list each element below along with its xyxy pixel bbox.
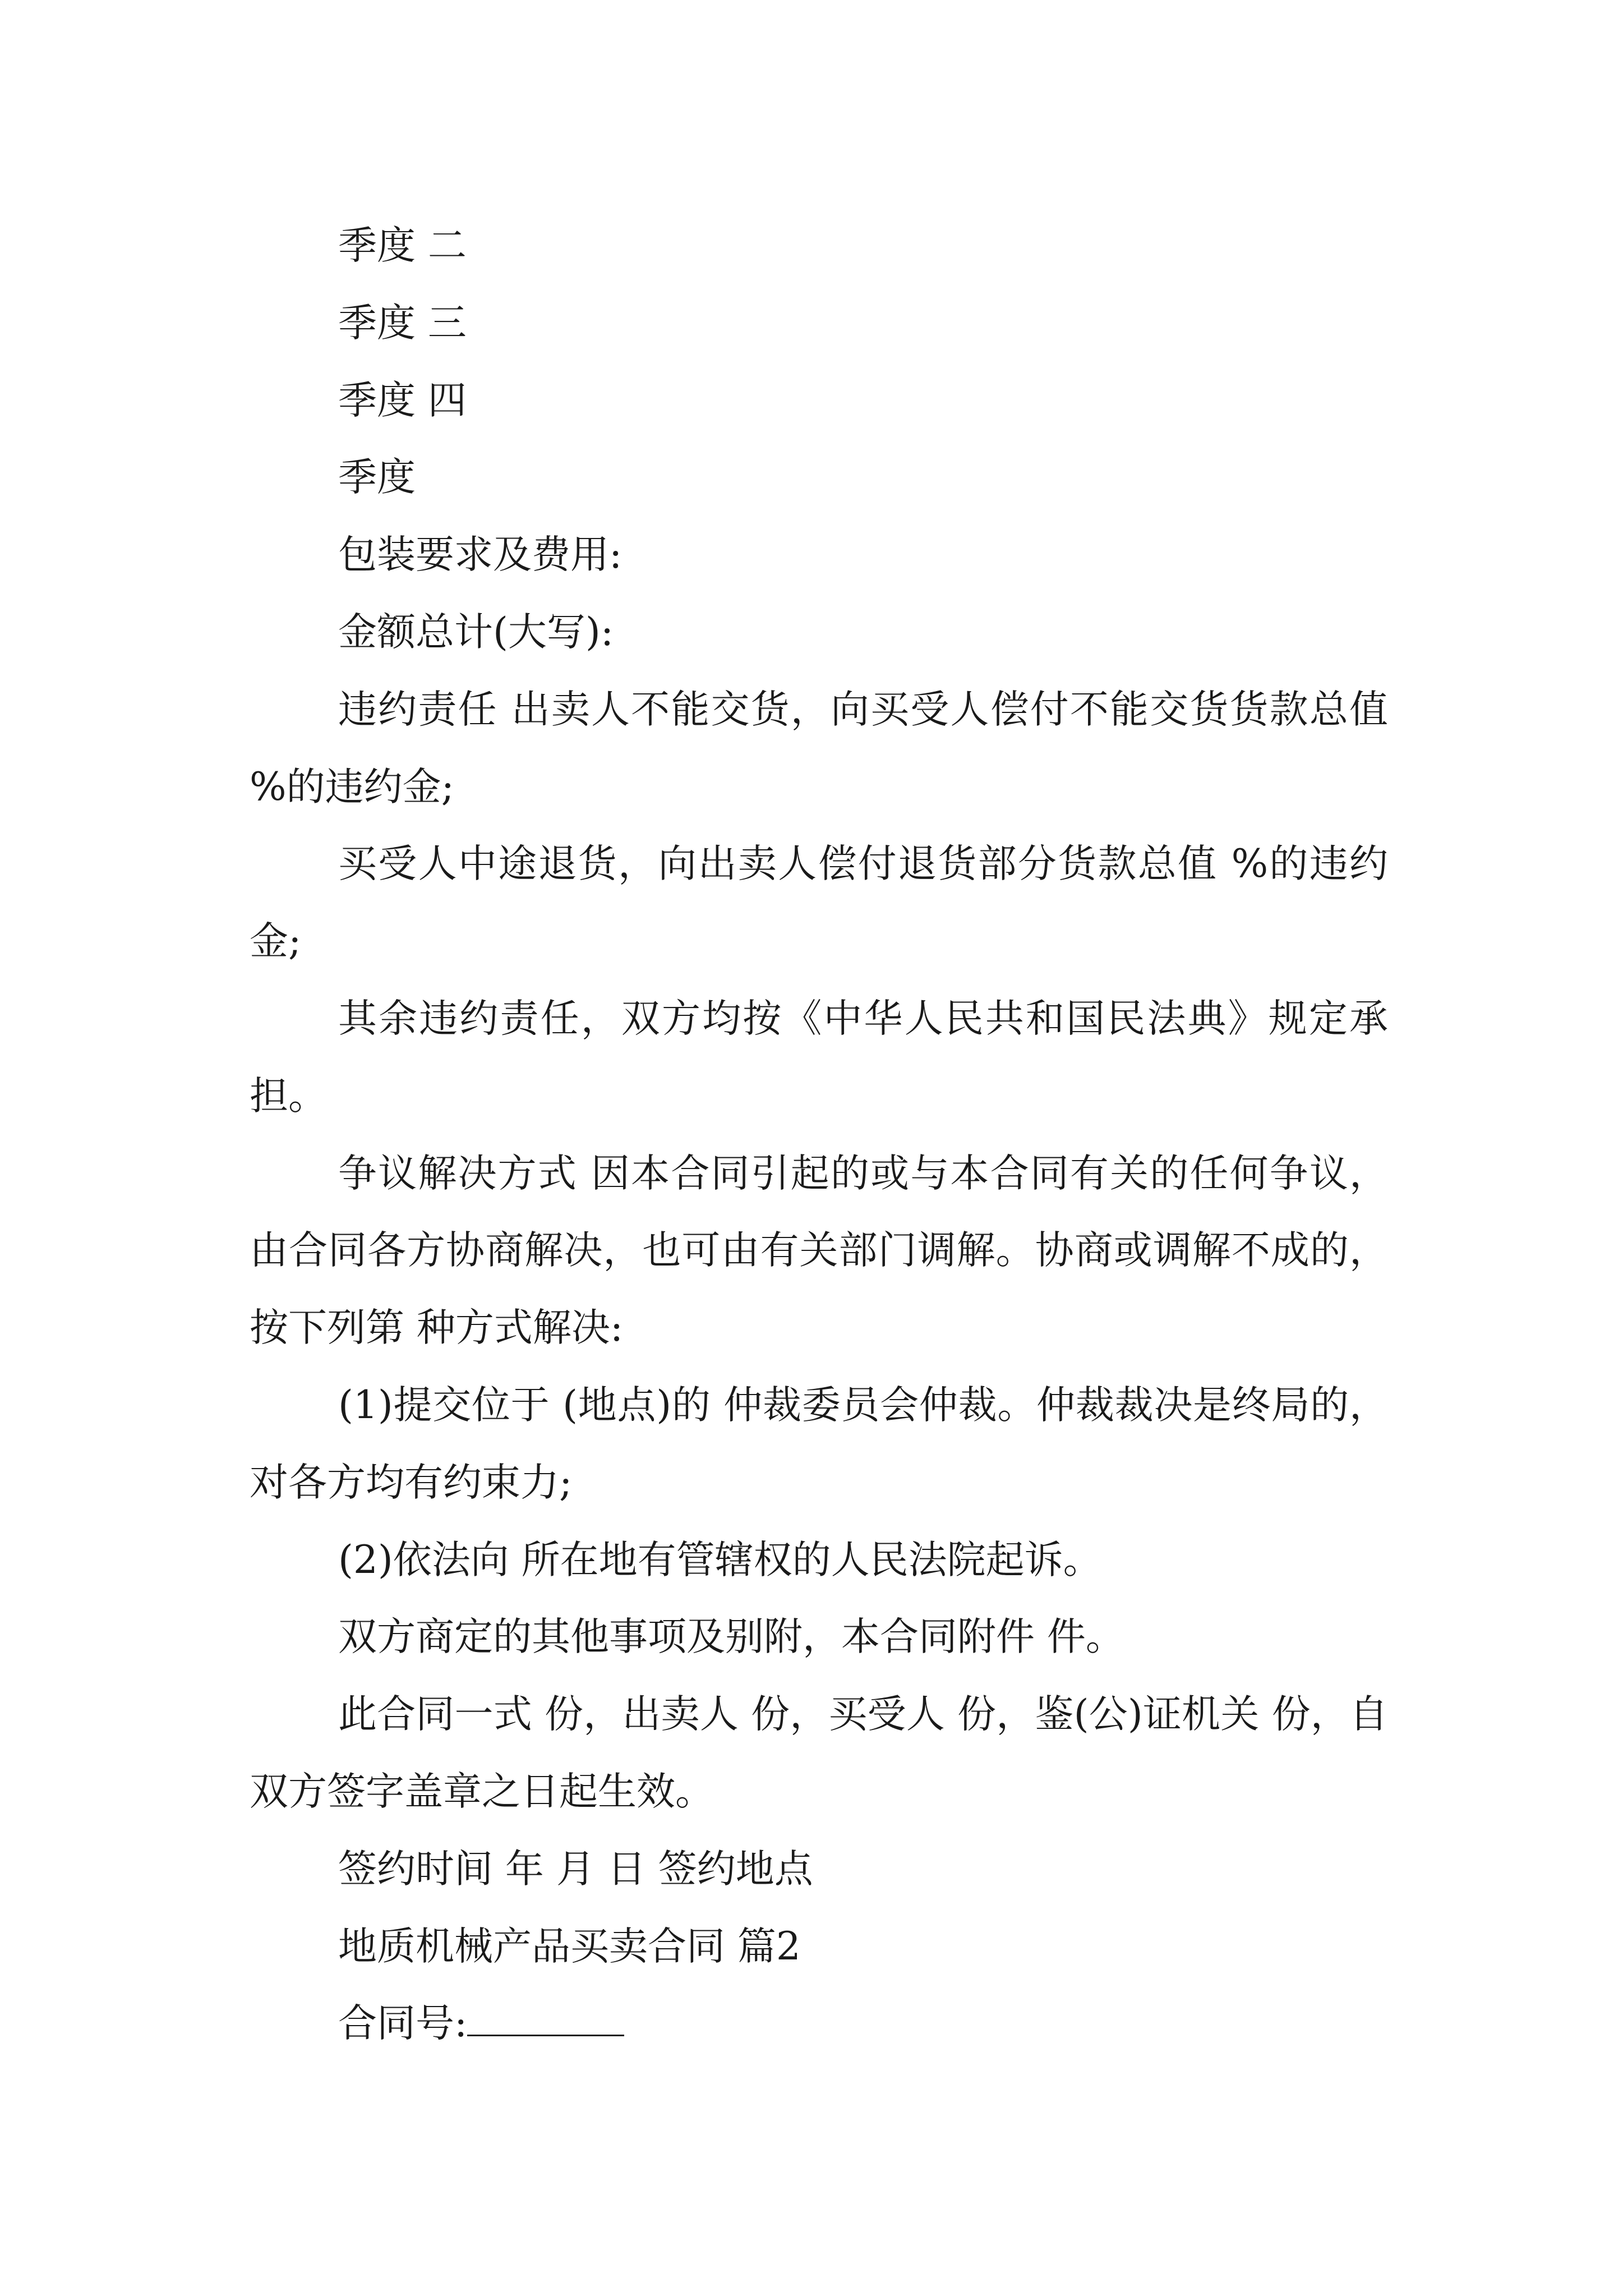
paragraph-litigation: (2)依法向 所在地有管辖权的人民法院起诉。 [338, 1537, 1102, 1582]
paragraph-quarter-3: 季度 三 [338, 300, 467, 346]
paragraph-other-matters: 双方商定的其他事项及别附，本合同附件 件。 [338, 1614, 1124, 1660]
contract-number-blank-line [467, 1996, 624, 2036]
paragraph-contract-number [250, 1985, 1388, 2063]
paragraph-dispute-resolution: 争议解决方式 因本合同引起的或与本合同有关的任何争议，由合同各方协商解决，也可由有关部门调解。协商或调解不成的，按下列第 种方式解决: [250, 1151, 1388, 1351]
paragraph-seller-liability: 违约责任 出卖人不能交货，向买受人偿付不能交货货款总值 %的违约金; [250, 687, 1400, 809]
paragraph-total-amount: 金额总计(大写): [338, 609, 614, 655]
paragraph-quarter-4: 季度 四 [338, 378, 467, 423]
paragraph-quarter: 季度 [338, 455, 416, 500]
paragraph-section-title: 地质机械产品买卖合同 篇2 [338, 1924, 801, 1969]
paragraph-copies: 此合同一式 份，出卖人 份，买受人 份，鉴(公)证机关 份，自双方签字盖章之日起生效。 [250, 1692, 1388, 1814]
document-body [250, 208, 1400, 2063]
paragraph-buyer-liability: 买受人中途退货，向出卖人偿付退货部分货款总值 %的违约金; [250, 841, 1388, 964]
paragraph-other-liability: 其余违约责任，双方均按《中华人民共和国民法典》规定承担。 [250, 996, 1388, 1119]
contract-number-label: 合同号: [338, 2001, 468, 2046]
paragraph-arbitration: (1)提交位于 (地点)的 仲裁委员会仲裁。仲裁裁决是终局的，对各方均有约束力; [250, 1382, 1388, 1505]
paragraph-packaging: 包装要求及费用: [338, 532, 623, 578]
paragraph-quarter-2: 季度 二 [338, 223, 467, 268]
paragraph-signing-info: 签约时间 年 月 日 签约地点 [338, 1846, 813, 1892]
